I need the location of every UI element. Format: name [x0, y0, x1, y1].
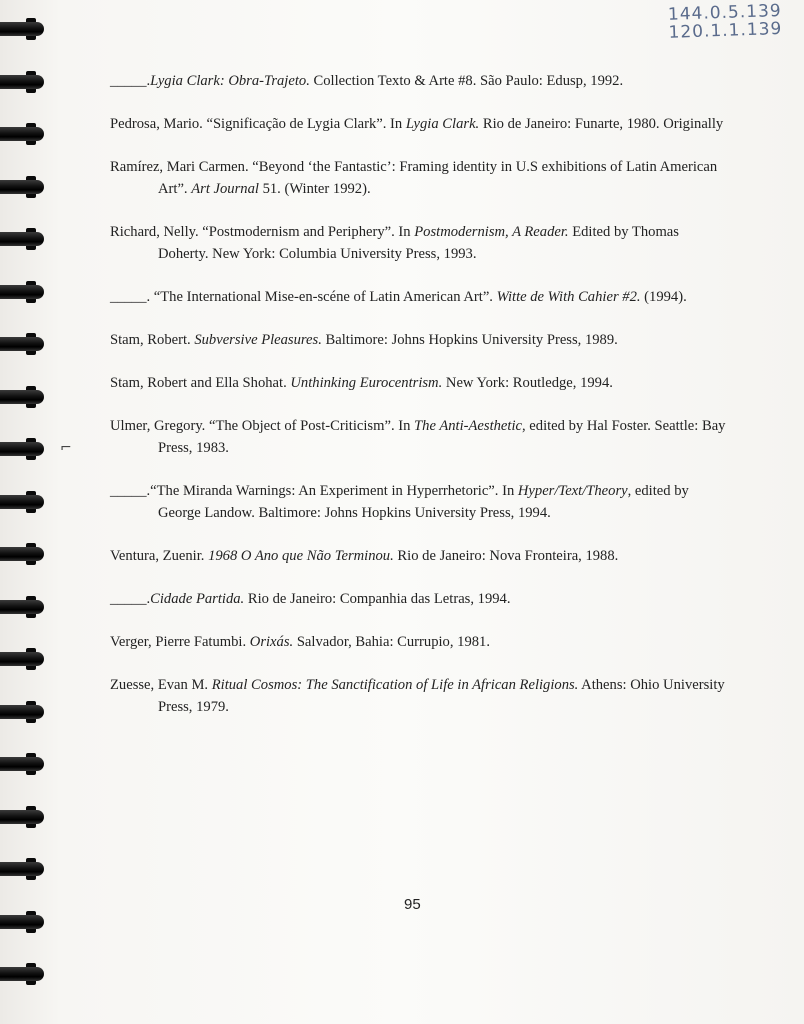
binding-ring [0, 705, 44, 719]
bibliography-entry [110, 372, 730, 394]
binding-ring [0, 547, 44, 561]
binding-ring [0, 75, 44, 89]
entry-text: Rio de Janeiro: Nova Fronteira, 1988. [393, 548, 619, 564]
entry-title-italic: Art Journal [191, 181, 259, 197]
bibliography-entry [110, 221, 730, 265]
archive-catalog-number [661, 2, 782, 42]
entry-text: “The Miranda Warnings: An Experiment in Hyperrhetoric”. In [150, 483, 518, 499]
entry-title-italic: Subversive Pleasures. [194, 332, 322, 348]
archive-number-line-2: 120.1.1.139 [668, 18, 783, 43]
binding-ring [0, 127, 44, 141]
entry-title-italic: Witte de With Cahier #2. [496, 289, 641, 305]
entry-text: Rio de Janeiro: Companhia das Letras, 1994. [244, 591, 511, 607]
margin-tick-mark: ⌐ [60, 440, 72, 456]
entry-title-italic: Ritual Cosmos: The Sanctification of Life in African Religions. [211, 677, 579, 693]
entry-text: , edited by Hal Foster. Seattle: Bay Press, 1983. [158, 418, 726, 456]
binding-ring [0, 757, 44, 771]
entry-text: Salvador, Bahia: Currupio, 1981. [293, 634, 490, 650]
binding-ring [0, 652, 44, 666]
bibliography-entry [110, 113, 730, 135]
repeat-author-dash: _____. [110, 289, 151, 305]
entry-text: Stam, Robert and Ella Shohat. [110, 375, 291, 391]
bibliography-entry [110, 545, 730, 567]
binding-ring [0, 495, 44, 509]
binding-ring [0, 915, 44, 929]
bibliography-entry [110, 70, 730, 92]
entry-text: Ramírez, Mari Carmen. “Beyond ‘the Fantastic’: Framing identity in U.S exhibitions of Latin American Art”. [110, 159, 718, 197]
entry-text: Richard, Nelly. “Postmodernism and Periphery”. In [110, 224, 415, 240]
binding-ring [0, 232, 44, 246]
entry-text: Rio de Janeiro: Funarte, 1980. Originally [479, 116, 724, 132]
repeat-author-dash: _____. [110, 73, 151, 89]
binding-ring [0, 600, 44, 614]
binding-ring [0, 285, 44, 299]
binding-ring [0, 337, 44, 351]
entry-text: New York: Routledge, 1994. [442, 375, 613, 391]
bibliography-entry [110, 631, 730, 653]
entry-title-italic: Cidade Partida. [150, 591, 245, 607]
bibliography-list [110, 70, 730, 718]
entry-text: “The International Mise-en-scéne of Latin American Art”. [150, 289, 497, 305]
binding-ring [0, 862, 44, 876]
binding-ring [0, 810, 44, 824]
entry-text: 51. (Winter 1992). [258, 181, 371, 197]
entry-text: (1994). [640, 289, 687, 305]
entry-text: Ventura, Zuenir. [110, 548, 209, 564]
spiral-binding [0, 0, 46, 1024]
entry-title-italic: 1968 O Ano que Não Terminou. [208, 548, 394, 564]
repeat-author-dash: _____. [110, 483, 151, 499]
entry-title-italic: Orixás. [249, 634, 294, 650]
entry-text: Pedrosa, Mario. “Significação de Lygia Clark”. In [110, 116, 406, 132]
entry-text: Ulmer, Gregory. “The Object of Post-Criticism”. In [110, 418, 415, 434]
binding-ring [0, 390, 44, 404]
entry-title-italic: Postmodernism, A Reader. [414, 224, 569, 240]
entry-text: , edited by George Landow. Baltimore: Johns Hopkins University Press, 1994. [158, 483, 689, 521]
bibliography-entry [110, 286, 730, 308]
archive-number-line-1: 144.0.5.139 [667, 0, 782, 25]
entry-text: Zuesse, Evan M. [110, 677, 212, 693]
bibliography-entry [110, 415, 730, 459]
repeat-author-dash: _____. [110, 591, 151, 607]
entry-title-italic: Hyper/Text/Theory [517, 483, 628, 499]
binding-ring [0, 442, 44, 456]
entry-title-italic: Lygia Clark: Obra-Trajeto. [150, 73, 310, 89]
entry-title-italic: Lygia Clark. [405, 116, 480, 132]
bibliography-entry [110, 588, 730, 610]
bibliography-entry [110, 674, 730, 718]
entry-title-italic: The Anti-Aesthetic [414, 418, 522, 434]
bibliography-entry [110, 480, 730, 524]
page-number: 95 [404, 896, 421, 913]
entry-text: Edited by Thomas Doherty. New York: Columbia University Press, 1993. [158, 224, 679, 262]
bibliography-entry [110, 156, 730, 200]
entry-text: Athens: Ohio University Press, 1979. [158, 677, 725, 715]
entry-text: Collection Texto & Arte #8. São Paulo: Edusp, 1992. [309, 73, 624, 89]
bibliography-entry [110, 329, 730, 351]
binding-ring [0, 180, 44, 194]
entry-text: Verger, Pierre Fatumbi. [110, 634, 250, 650]
entry-title-italic: Unthinking Eurocentrism. [290, 375, 443, 391]
entry-text: Stam, Robert. [110, 332, 195, 348]
binding-ring [0, 22, 44, 36]
entry-text: Baltimore: Johns Hopkins University Press, 1989. [321, 332, 618, 348]
binding-ring [0, 967, 44, 981]
